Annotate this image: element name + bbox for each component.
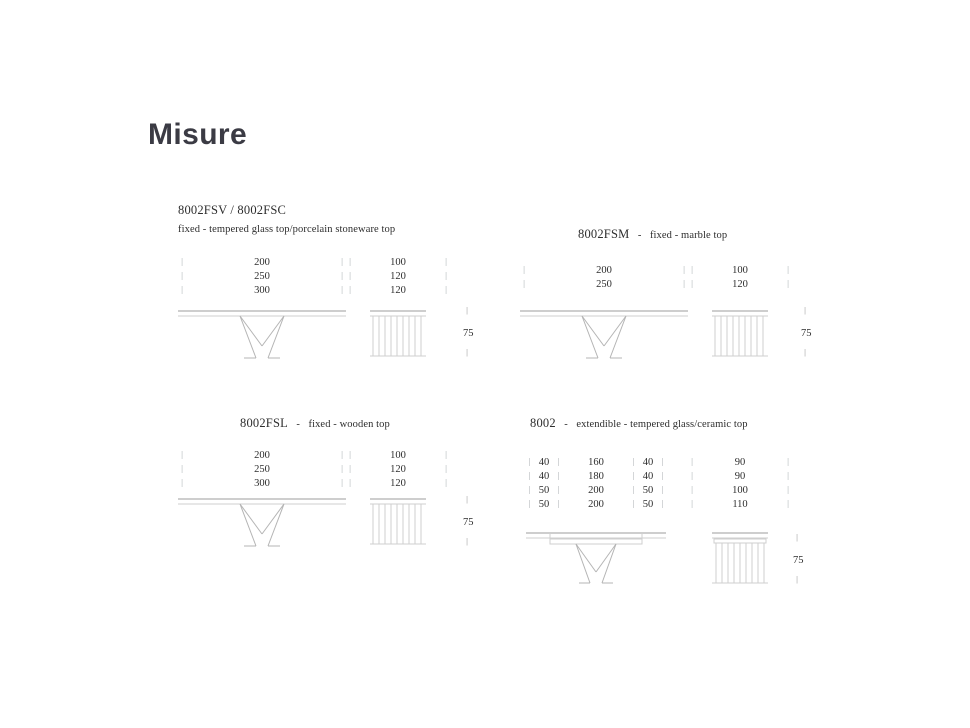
- table-row: [346, 255, 450, 269]
- tick-mark: |: [445, 285, 447, 294]
- tick-mark: |: [632, 471, 635, 480]
- tick-mark: |: [804, 306, 807, 315]
- tick-mark: |: [349, 285, 351, 294]
- table-row: [346, 476, 450, 490]
- separator: -: [637, 230, 642, 241]
- tick-mark: |: [787, 279, 789, 288]
- tick-mark: |: [181, 450, 183, 459]
- length-value: 200: [254, 256, 270, 268]
- tick-mark: |: [787, 485, 789, 494]
- product-description: fixed - marble top: [649, 230, 728, 241]
- tick-mark: |: [528, 485, 531, 494]
- width-value: 110: [732, 498, 748, 510]
- length-value: 300: [254, 284, 270, 296]
- side-view-drawing-4: [712, 525, 768, 595]
- tick-mark: |: [341, 450, 343, 459]
- tick-mark: |: [349, 450, 351, 459]
- tick-mark: |: [683, 265, 685, 274]
- product-code: 8002FSL: [240, 416, 288, 430]
- center-length-value: 200: [588, 498, 604, 510]
- side-view-drawing-3: [370, 494, 426, 556]
- side-view-drawing-2: [712, 306, 768, 368]
- tick-mark: |: [787, 499, 789, 508]
- product-block-8002: [530, 414, 748, 432]
- extendible-dimension-table: [526, 455, 666, 511]
- tick-mark: |: [804, 348, 807, 357]
- width-value: 120: [390, 270, 406, 282]
- tick-mark: |: [445, 478, 447, 487]
- tick-mark: |: [181, 257, 183, 266]
- tick-mark: |: [557, 471, 560, 480]
- table-row: [688, 497, 792, 511]
- tick-mark: |: [349, 464, 351, 473]
- tick-mark: |: [557, 457, 560, 466]
- tick-mark: |: [661, 485, 664, 494]
- width-value: 120: [732, 278, 748, 290]
- table-row: [688, 483, 792, 497]
- tick-mark: |: [466, 306, 469, 315]
- side-view-drawing-1: [370, 306, 426, 368]
- length-dimension-table-2: [520, 263, 688, 291]
- tick-mark: |: [557, 485, 560, 494]
- table-row: [688, 263, 792, 277]
- extension-left-value: 40: [538, 456, 550, 468]
- tick-mark: |: [349, 257, 351, 266]
- width-value: 100: [390, 449, 406, 461]
- product-description: fixed - tempered glass top/porcelain stoneware top: [178, 224, 396, 235]
- tick-mark: |: [466, 495, 469, 504]
- center-length-value: 160: [588, 456, 604, 468]
- tick-mark: |: [528, 499, 531, 508]
- table-row: [178, 476, 346, 490]
- tick-mark: |: [691, 457, 693, 466]
- extension-right-value: 40: [642, 456, 654, 468]
- table-row: [526, 497, 666, 511]
- width-value: 100: [732, 264, 748, 276]
- table-row: [178, 462, 346, 476]
- length-value: 250: [596, 278, 612, 290]
- tick-mark: |: [661, 499, 664, 508]
- height-label-3: 75: [463, 517, 474, 528]
- height-label-4: 75: [793, 555, 804, 566]
- tick-mark: |: [528, 471, 531, 480]
- tick-mark: |: [632, 485, 635, 494]
- table-row: [526, 483, 666, 497]
- tick-mark: |: [796, 575, 799, 584]
- product-block-8002fsm: [578, 225, 727, 243]
- tick-mark: |: [349, 271, 351, 280]
- width-value: 90: [734, 456, 746, 468]
- center-length-value: 200: [588, 484, 604, 496]
- tick-mark: |: [796, 533, 799, 542]
- tick-mark: |: [787, 265, 789, 274]
- table-row: [346, 283, 450, 297]
- length-dimension-table-3: [178, 448, 346, 490]
- table-row: [178, 269, 346, 283]
- tick-mark: |: [181, 285, 183, 294]
- extension-right-value: 40: [642, 470, 654, 482]
- table-row: [346, 462, 450, 476]
- product-block-8002fsv: [178, 203, 395, 235]
- width-dimension-table-3: [346, 448, 450, 490]
- width-value: 100: [390, 256, 406, 268]
- tick-mark: |: [528, 457, 531, 466]
- product-description: extendible - tempered glass/ceramic top: [576, 419, 748, 430]
- tick-mark: |: [349, 478, 351, 487]
- tick-mark: |: [445, 257, 447, 266]
- tick-mark: |: [557, 499, 560, 508]
- product-description: fixed - wooden top: [308, 419, 390, 430]
- tick-mark: |: [445, 450, 447, 459]
- length-dimension-table-1: [178, 255, 346, 297]
- product-code: 8002FSV / 8002FSC: [178, 203, 287, 217]
- table-row: [178, 448, 346, 462]
- product-code: 8002FSM: [578, 227, 630, 241]
- extension-left-value: 50: [538, 498, 550, 510]
- tick-mark: |: [523, 265, 525, 274]
- table-row: [688, 455, 792, 469]
- tick-mark: |: [691, 471, 693, 480]
- width-dimension-table-2: [688, 263, 792, 291]
- length-value: 250: [254, 463, 270, 475]
- tick-mark: |: [341, 464, 343, 473]
- tick-mark: |: [341, 257, 343, 266]
- extension-left-value: 50: [538, 484, 550, 496]
- table-row: [346, 269, 450, 283]
- front-view-drawing-3: [178, 494, 346, 556]
- tick-mark: |: [181, 271, 183, 280]
- tick-mark: |: [632, 457, 635, 466]
- tick-mark: |: [787, 457, 789, 466]
- tick-mark: |: [661, 471, 664, 480]
- width-value: 90: [734, 470, 746, 482]
- table-row: [178, 255, 346, 269]
- table-row: [346, 448, 450, 462]
- product-block-8002fsl: [240, 414, 390, 432]
- tick-mark: |: [181, 464, 183, 473]
- width-dimension-table-4: [688, 455, 792, 511]
- table-row: [178, 283, 346, 297]
- tick-mark: |: [632, 499, 635, 508]
- table-row: [520, 263, 688, 277]
- extension-right-value: 50: [642, 484, 654, 496]
- tick-mark: |: [683, 279, 685, 288]
- tick-mark: |: [341, 271, 343, 280]
- tick-mark: |: [445, 271, 447, 280]
- tick-mark: |: [691, 279, 693, 288]
- separator: -: [564, 419, 568, 430]
- height-label-1: 75: [463, 328, 474, 339]
- tick-mark: |: [466, 348, 469, 357]
- length-value: 300: [254, 477, 270, 489]
- width-dimension-table-1: [346, 255, 450, 297]
- extension-right-value: 50: [642, 498, 654, 510]
- front-view-drawing-2: [520, 306, 688, 368]
- front-view-drawing-4: [526, 525, 666, 595]
- table-row: [688, 277, 792, 291]
- length-value: 250: [254, 270, 270, 282]
- front-view-drawing-1: [178, 306, 346, 368]
- table-row: [688, 469, 792, 483]
- tick-mark: |: [523, 279, 525, 288]
- height-label-2: 75: [801, 328, 812, 339]
- width-value: 120: [390, 477, 406, 489]
- extension-left-value: 40: [538, 470, 550, 482]
- length-value: 200: [254, 449, 270, 461]
- product-code: 8002: [530, 416, 556, 430]
- tick-mark: |: [466, 537, 469, 546]
- tick-mark: |: [181, 478, 183, 487]
- length-value: 200: [596, 264, 612, 276]
- page-title: Misure: [148, 118, 248, 151]
- tick-mark: |: [691, 265, 693, 274]
- table-row: [520, 277, 688, 291]
- tick-mark: |: [691, 485, 693, 494]
- center-length-value: 180: [588, 470, 604, 482]
- tick-mark: |: [445, 464, 447, 473]
- table-row: [526, 469, 666, 483]
- tick-mark: |: [341, 478, 343, 487]
- width-value: 100: [732, 484, 748, 496]
- width-value: 120: [390, 463, 406, 475]
- table-row: [526, 455, 666, 469]
- width-value: 120: [390, 284, 406, 296]
- separator: -: [296, 419, 301, 430]
- tick-mark: |: [661, 457, 664, 466]
- tick-mark: |: [787, 471, 789, 480]
- tick-mark: |: [341, 285, 343, 294]
- tick-mark: |: [691, 499, 693, 508]
